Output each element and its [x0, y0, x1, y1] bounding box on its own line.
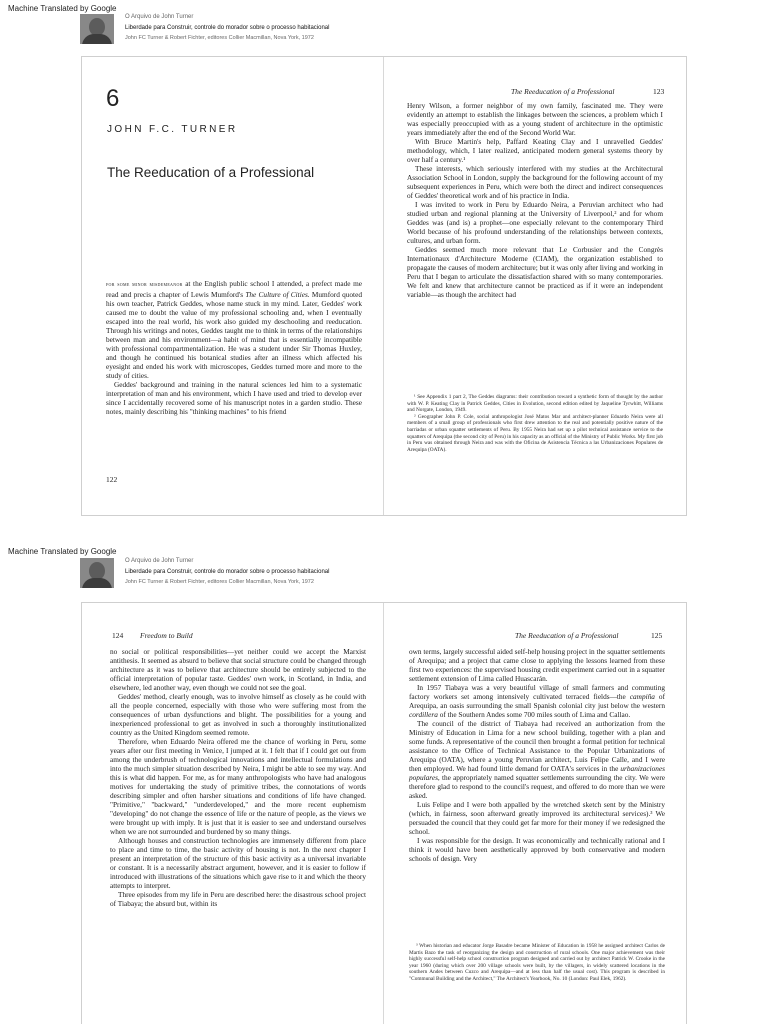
page-number: 125	[651, 631, 663, 640]
book-title: Liberdade para Construir, controle do morador sobre o processo habitacional	[125, 25, 330, 31]
paragraph: Therefore, when Eduardo Neira offered me the chance of working in Peru, some years after our first meeting in Venice, I jumped at it. I felt that if I could get out from among the underbrush of technological innovations and intellectual formulations and into the much simpler situation described by Neira, I might be able to see my way. And this is what did happen. For me, as for many anthropologists who have had analogous motives for undertaking the study of primitive tribes, the connotations of words describing simpler and often harsher situations and conditions of life have changed. "Primitive," "backward," "underdeveloped," and the more recent euphemism "developing" do not change the essence of life or the nature of people, as the views we were brought up with imply. It is just that it is easier to see and understand ourselves when we are not surrounded and burdened by so many things.	[110, 737, 366, 837]
body-text	[106, 279, 362, 416]
running-head: The Reeducation of a Professional	[515, 631, 619, 640]
document-header	[80, 558, 420, 588]
document-header	[80, 14, 420, 44]
book-citation: John FC Turner & Robert Fichter, editores Collier Macmillan, Nova York, 1972	[125, 579, 314, 585]
page-number: 124	[112, 631, 124, 640]
paragraph: Geddes' method, clearly enough, was to involve himself as closely as he could with all the people concerned, especially with those who were suffering most from the consequences of urban dysfunctions and blight. The possibilities for a young and inexperienced professional to get as involved in such a thoroughly institutionalized country as the United Kingdom seemed remote.	[110, 692, 366, 738]
chapter-title: The Reeducation of a Professional	[107, 165, 315, 180]
paragraph: Luis Felipe and I were both appalled by the wretched sketch sent by the Ministry (which, in fairness, soon afterward greatly improved its architectural services).³ We persuaded the council that they could get far more for their money if we redesigned the school.	[409, 800, 665, 837]
chapter-author: JOHN F.C. TURNER	[107, 124, 238, 135]
avatar	[80, 14, 114, 44]
machine-translated-label: Machine Translated by Google	[8, 547, 117, 556]
paragraph: Geddes seemed much more relevant that Le Corbusier and the Congrès Internationaux d'Architecture Moderne (CIAM), the organization established to propagate the causes of modern architecture; but it was only after living and working in Peru that I began to articulate the dissatisfaction shared with so many contemporaries. We felt and knew that architecture cannot be practiced as if it were an independent variable—as though the architect had	[407, 245, 663, 300]
paragraph: In 1957 Tiabaya was a very beautiful village of small farmers and commuting factory workers set among intensively cultivated terraced fields—the campiña of Arequipa, an oasis surrounding the small Spanish colonial city just below the western cordillera of the Southern Andes some 700 miles south of Lima and Callao.	[409, 683, 665, 720]
machine-translated-label: Machine Translated by Google	[8, 4, 117, 13]
running-head: Freedom to Build	[140, 631, 193, 640]
paragraph: Henry Wilson, a former neighbor of my own family, fascinated me. They were evidently an attempt to establish the linkages between the sciences, a problem which I was especially preoccupied with as a young student of architecture in the optimistic years immediately after the end of the Second World War.	[407, 101, 663, 138]
paragraph: With Bruce Martin's help, Paffard Keating Clay and I unravelled Geddes' methodology, which, I later realized, anticipated modern general systems theory by over half a century.¹	[407, 137, 663, 165]
chapter-number: 6	[106, 85, 120, 112]
body-text	[110, 647, 366, 908]
running-head: The Reeducation of a Professional	[511, 87, 615, 96]
page-124	[82, 603, 384, 1024]
body-text	[409, 647, 665, 863]
footnote: ³ When historian and educator Jorge Basadre became Minister of Education in 1958 he assigned architect Carlos de Martis Bazo the task of reorganizing the design and construction of rural schools. One major achievement was their highly successful self-help school construction program designed and carried out by architect Patrick W. Crooke in the year 1960 (during which over 200 village schools were built, by the villagers, in widely scattered locations in the southern Andes between Cuzco and Arequipa—and at less than half the usual cost). This program is described in "Communal Building and the Architect," The Architect's Yearbook, No. 10 (London: Paul Elek, 1962).	[409, 943, 665, 982]
page-number: 122	[106, 475, 118, 484]
footnotes	[409, 943, 665, 983]
paragraph: These interests, which seriously interfered with my studies at the Architectural Association School in London, supply the background for the following account of my subsequent experiences in Peru, which were both the direct and indirect consequences of Geddes' theoretical work and of his practice in India.	[407, 164, 663, 201]
paragraph: for some minor misdemeanor at the English public school I attended, a prefect made me read and precis a chapter of Lewis Mumford's The Culture of Cities. Mumford quoted his own teacher, Patrick Geddes, whose name stuck in my mind. Later, Geddes' work caused me to doubt the value of my professional schooling and, when I eventually escaped into the real world, his work also guided my deschooling and reeducation. Through his writings and notes, Geddes taught me to think in terms of the relationships between man and his environment—a habit of mind that is essentially incompatible with professional compartmentalization. He was a student under Sir Thomas Huxley, and though he continued his botanical studies after an illness which affected his eyesight and ended his work with microscopes, Geddes turned more and more to the study of cities.	[106, 279, 363, 381]
book-title: Liberdade para Construir, controle do morador sobre o processo habitacional	[125, 569, 330, 575]
body-text	[407, 101, 663, 299]
paragraph: Geddes' background and training in the natural sciences led him to a systematic interpretation of man and his environment, which I have used and tried to develop ever since I accidentally recovered some of his manuscript notes in a garden studio. These notes, mainly describing his "thinking machines" to his friend	[106, 380, 362, 417]
page-number: 123	[653, 87, 665, 96]
paragraph: I was responsible for the design. It was economically and technically rational and I think it would have been aesthetically approved by both conservative and modern schools of design. Very	[409, 836, 665, 864]
paragraph: I was invited to work in Peru by Eduardo Neira, a Peruvian architect who had studied urban and regional planning at the University of Liverpool,² and for whom Geddes was (and is) a prophet—one especially relevant to the contemporary Third World because of his profound understanding of the relationships between contexts, cultures, and urban form.	[407, 200, 663, 246]
page-spread-124-125	[81, 602, 687, 1024]
avatar	[80, 558, 114, 588]
archive-name: O Arquivo de John Turner	[125, 558, 194, 564]
paragraph: Three episodes from my life in Peru are described here: the disastrous school project of Tiabaya; the absurd but, within its	[110, 890, 366, 909]
page-125	[385, 603, 687, 1024]
paragraph: own terms, largely successful aided self-help housing project in the squatter settlements of Arequipa; and a project that came close to applying the lessons learned from these first two experiences: the supervised housing credit experiment carried out in a squatter settlement extension of Lima called Huascarán.	[409, 647, 666, 684]
archive-name: O Arquivo de John Turner	[125, 14, 194, 20]
paragraph: Although houses and construction technologies are immensely different from place to place and time to time, the basic activity of housing is not. In the next chapter I present an interpretation of the structure of this basic activity as a universal invariable or constant. It is a necessarily abstract argument, however, and it is easier to follow if introduced with illustrations of the situations which gave rise to it and which the theory attempts to interpret.	[110, 836, 366, 891]
footnote: ² Geographer John P. Cole, social anthropologist José Matos Mar and architect-planner Eduardo Neira were all members of a small group of professionals who first drew attention to the real and potentially positive nature of the barriadas or urban squatter settlements of Peru. By 1955 Neira had set up a pilot technical assistance service to the squatters of Arequipa (the second city of Peru) in his capacity as an official of the Ministry of Public Works. My first job in Peru was obtained through Neira and was with the Oficina de Asistencia Técnica a las Urbanizaciones Populares de Arequipa (OATA).	[407, 413, 663, 453]
book-citation: John FC Turner & Robert Fichter, editores Collier Macmillan, Nova York, 1972	[125, 35, 314, 41]
page-spread-122-123	[81, 56, 687, 516]
page-123	[385, 57, 687, 515]
footnote: ¹ See Appendix 1 part 2, The Geddes diagrams: their contribution toward a synthetic form of thought by the author with W. P. Keating Clay in Patrick Geddes, Cities in Evolution, second edition edited by Jaqueline Tyrwhitt, Williams and Norgate, London, 1949.	[407, 394, 663, 414]
footnotes	[407, 394, 663, 453]
page-122	[82, 57, 384, 515]
paragraph: The council of the district of Tiabaya had received an authorization from the Ministry of Education in Lima for a new school building, together with a plan and some funds. A representative of the council then brought a formal petition for technical assistance to the Office of Technical Assistance to the Popular Urbanizations of Arequipa (OATA), where a young Peruvian architect, Luis Felipe Calle, and I were then employed. We had found little demand for OATA's services in the urbanizaciones populares, the appropriately named squatter settlements surrounding the city. We were therefore glad to respond to the council's request, and offered to do more than we were asked.	[409, 719, 665, 801]
paragraph: no social or political responsibilities—yet neither could we accept the Marxist antithesis. It seemed as absurd to believe that social structure could be changed through architecture as it was to believe that architecture should be entirely subjected to the official interpretation of popular taste. Geddes' own work, in Scotland, in India, and elsewhere, led another way, even though we could not see the goal.	[110, 647, 366, 693]
